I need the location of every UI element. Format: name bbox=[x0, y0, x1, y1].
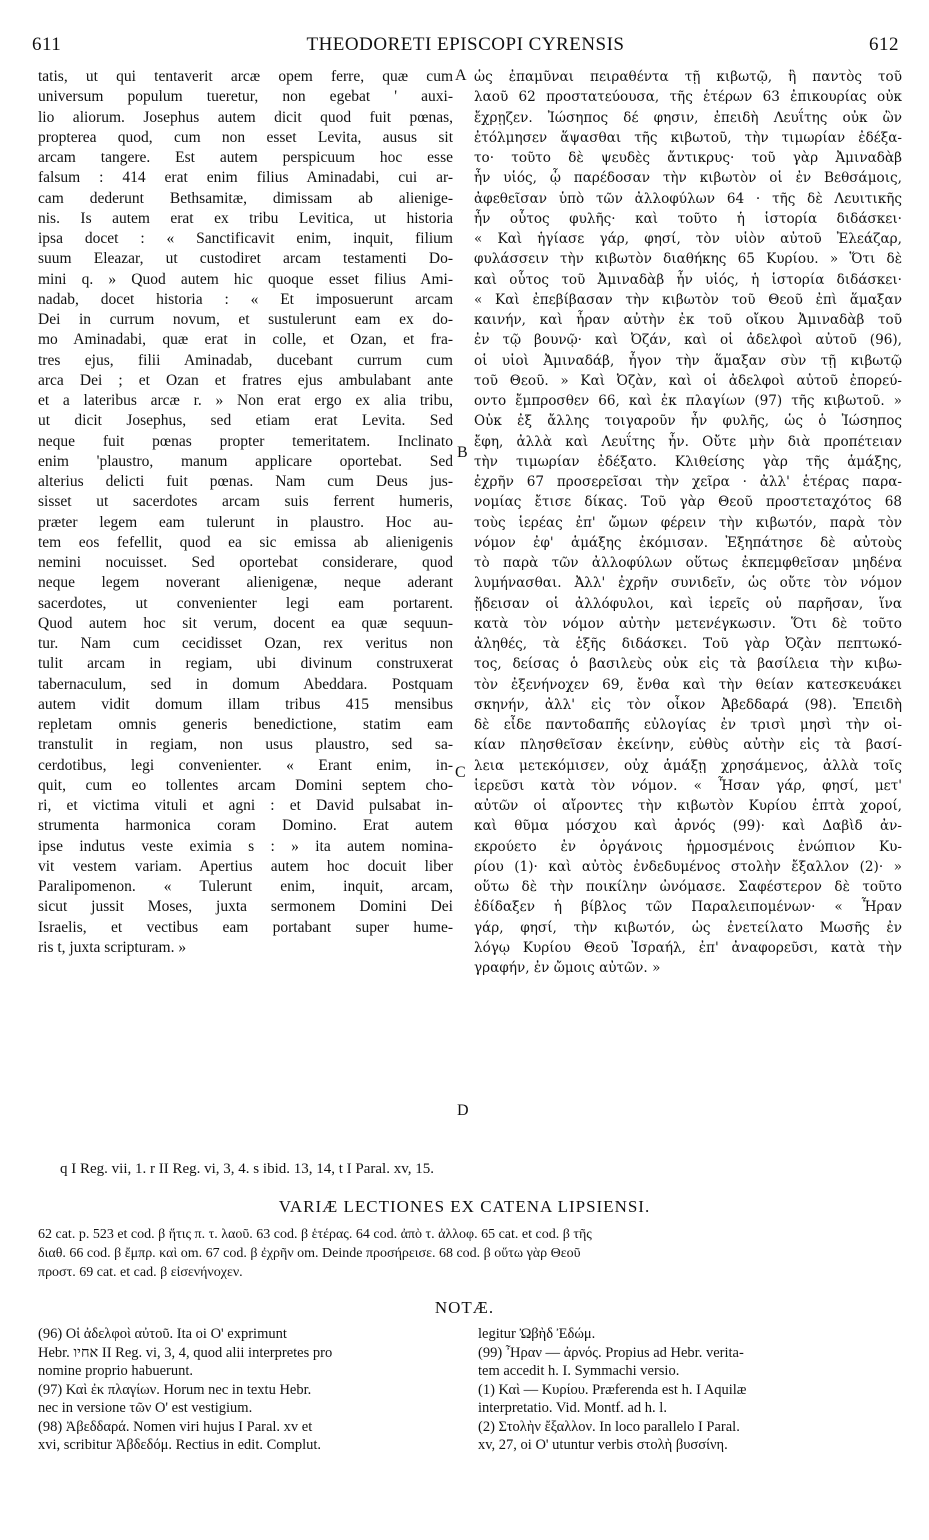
note-line: (96) Οἱ ἀδελφοὶ αὐτοῦ. Ita oi O' exprimunt bbox=[38, 1326, 287, 1342]
greek-text-line: τὸν ἐξενήνοχεν 69, ἔνθα καὶ τὴν θείαν κατεσκευάκει bbox=[474, 676, 902, 693]
greek-text-line: ἀληθές, τὰ ἑξῆς διδάσκει. Τοῦ γὰρ Ὀζὰν πεπτωκό- bbox=[474, 636, 902, 652]
greek-text-line: αὐτῶν οἱ αἴροντες τὴν κιβωτὸν Κυρίου ἑπτὰ χοροί, bbox=[474, 798, 902, 814]
greek-text-line: λαοῦ 62 προστατεύουσα, τῆς ἑτέρων 63 ἐπικουρίας οὐκ bbox=[474, 89, 902, 106]
variae-title: VARIÆ LECTIONES EX CATENA LIPSIENSI. bbox=[278, 1197, 651, 1216]
latin-text-line: strumenta harmonica coram Domino. Erat autem bbox=[38, 817, 453, 835]
greek-text-line: λόγῳ Κυρίου Θεοῦ Ἰσραήλ, ἐπ' ἀναφορεῦσι, κατὰ τὴν bbox=[474, 939, 902, 956]
greek-text-line: οντο ἔμπροσθεν 66, καὶ ἐκ πλαγίων (97) τῆς κιβωτοῦ. » bbox=[474, 393, 902, 409]
latin-text-line: ipse indutus veste eximia s : » ita autem nomina- bbox=[38, 837, 453, 855]
variant-reading-line: 62 cat. p. 523 et cod. β ἥτις π. τ. λαοῦ. 63 cod. β ἑτέρας. 64 cod. ἀπὸ τ. ἀλλοφ. 65 cat. et cod. β τῆς bbox=[38, 1227, 592, 1242]
latin-text-line: enim 'plaustro, manum applicare oportebat. Sed bbox=[38, 452, 453, 470]
latin-text-line: Quod autem hoc sit verum, docent ea quæ sequun- bbox=[38, 614, 453, 632]
latin-text-line: mo Aminadabi, quæ erat in colle, et Ozan, et fra- bbox=[38, 331, 453, 349]
latin-text-line: neque fuit pœnas propter temeritatem. Inclinato bbox=[38, 432, 453, 450]
greek-text-line: « Καὶ ἡγίασε γάρ, φησί, τὸν υἱὸν αὐτοῦ Ἐλεάζαρ, bbox=[474, 231, 902, 247]
latin-text-line: tres ejus, filii Aminadab, ducebant currum cum bbox=[38, 351, 453, 369]
note-line: tem accedit h. I. Symmachi versio. bbox=[478, 1363, 680, 1379]
latin-text-line: cerdotibus, legi convenienter. « Erant enim, in- bbox=[38, 756, 453, 774]
greek-text-line: καὶ οὗτος τοῦ Ἀμιναδὰβ ἦν υἱός, ἡ ἱστορία διδάσκει· bbox=[474, 271, 902, 288]
greek-text-line: νόμον ἐφ' ἁμάξης ἐκόμισαν. Ἐξηπάτησε δὲ αὐτοὺς bbox=[474, 534, 902, 551]
latin-text-line: ri, et victima vituli et agni : et David pulsabat in- bbox=[38, 797, 453, 814]
variae-lectiones bbox=[38, 1225, 904, 1282]
latin-text-line: arcam tangere. Est autem perspicuum hoc esse bbox=[38, 149, 453, 166]
margin-letter-c: C bbox=[455, 764, 466, 781]
latin-text-line: neque legem noverant alienigenæ, neque aderant bbox=[38, 574, 453, 592]
note-line: (97) Καὶ ἐκ πλαγίων. Horum nec in textu Hebr. bbox=[38, 1381, 312, 1398]
greek-text-line: κίαν πλησθεῖσαν ἐκείνην, εὐθὺς αὐτὴν εἰς τὰ βασί- bbox=[474, 737, 902, 754]
page-number-right: 612 bbox=[869, 34, 899, 55]
variant-reading-line: προστ. 69 cat. et cad. β εἰσενήνοχεν. bbox=[38, 1265, 243, 1280]
notes-left-column bbox=[38, 1325, 453, 1455]
greek-text-line: το· τοῦτο δὲ ψευδὲς ἄντικρυς· τοῦ γὰρ Ἀμιναδὰβ bbox=[474, 150, 902, 166]
latin-text-line: alterius delicti fuit pœnas. Nam cum Deus jus- bbox=[38, 473, 453, 490]
running-title: THEODORETI EPISCOPI CYRENSIS bbox=[306, 34, 625, 55]
greek-text-line: ἀφεθεῖσαν ὑπὸ τῶν ἀλλοφύλων 64 · τῆς δὲ Λευιτικῆς bbox=[474, 190, 902, 207]
greek-text-line: σκηνήν, ἀλλ' εἰς τὸν οἶκον Ἀβεδδαρά (98). Ἐπειδὴ bbox=[474, 696, 902, 713]
scripture-references: q I Reg. vii, 1. r II Reg. vi, 3, 4. s ibid. 13, 14, t I Paral. xv, 15. bbox=[60, 1161, 434, 1177]
greek-text-line: εκρούετο ἐν ὀργάνοις ἡρμοσμένοις ἐνώπιον Κυ- bbox=[474, 838, 902, 855]
greek-text-line: ἦν οὗτος φυλῆς· καὶ τοῦτο ἡ ἱστορία διδάσκει· bbox=[474, 210, 902, 227]
latin-text-line: præter legem eam tulerunt in plaustro. Hoc au- bbox=[38, 513, 453, 531]
greek-text-line: ρίου (1)· καὶ αὐτὸς ἐνδεδυμένος στολὴν ἔξαλλον (2)· » bbox=[474, 858, 902, 875]
notes-right-column bbox=[478, 1325, 902, 1455]
greek-text-line: καὶ θῦμα μόσχου καὶ ἀρνός (99)· καὶ Δαβὶδ ἀν- bbox=[474, 818, 902, 835]
note-line: (98) Ἀβεδδαρά. Nomen viri hujus I Paral. xv et bbox=[38, 1418, 313, 1435]
margin-letter-a: A bbox=[455, 67, 467, 84]
latin-text-line: tabernaculum, sed in domum Abeddara. Postquam bbox=[38, 675, 453, 693]
greek-text-line: ᾔδεισαν οἱ ἀλλόφυλοι, καὶ ἱερεῖς οὐ παρῆσαν, ἵνα bbox=[474, 595, 902, 612]
greek-text-line: ἔφη, ἀλλὰ καὶ Λευΐτης ἦν. Οὔτε μὴν διὰ προπέτειαν bbox=[474, 433, 902, 450]
greek-text-line: δὲ εἶδε παντοδαπῆς εὐλογίας ἐν τρισὶ μησὶ τὴν οἰ- bbox=[474, 717, 902, 733]
greek-text-line: λυμήνασθαι. Ἀλλ' ἐχρῆν συνιδεῖν, ὡς οὔτε τὸν νόμον bbox=[474, 575, 902, 592]
latin-text-line: nis. Is autem erat ex tribu Levitica, ut historia bbox=[38, 209, 453, 227]
latin-text-line: repletam omnis generis benedictione, statim eam bbox=[38, 716, 453, 733]
latin-text-line: nadab, docet historia : « Et imposuerunt arcam bbox=[38, 290, 453, 308]
note-line: Hebr. אחיו II Reg. vi, 3, 4, quod alii interpretes pro bbox=[38, 1344, 333, 1361]
greek-text-line: τος, δείσας ὁ βασιλεὺς οὐκ εἰς τὰ βασίλεια τὴν κιβω- bbox=[474, 656, 902, 673]
greek-text-line: νομίας ἔτισε δίκας. Τοῦ γὰρ Θεοῦ προστεταχότος 68 bbox=[474, 494, 902, 511]
latin-text-line: quit, cum eo tollentes arcam Domini septem cho- bbox=[38, 776, 453, 794]
greek-column bbox=[474, 67, 902, 978]
latin-text-line: cam dederunt Bethsamitæ, dimissam ab alienige- bbox=[38, 189, 453, 207]
greek-text-line: τὴν τιμωρίαν ἐδέξατο. Κλιθείσης γὰρ τῆς ἁμάξης, bbox=[474, 453, 902, 470]
greek-text-line: ἐχρῆν 67 προσερεῖσαι τὴν χεῖρα · ἀλλ' ἑτέρας παρα- bbox=[474, 474, 902, 490]
greek-text-line: τὸ παρὰ τῶν ἀλλοφύλων οὕτως ἐκπεμφθεῖσαν μηδένα bbox=[474, 555, 902, 571]
greek-text-line: ἦν υἱός, ᾧ παρέδοσαν τὴν κιβωτὸν οἱ ἐν Βεθσάμοις, bbox=[474, 170, 902, 187]
latin-text-line: Israelis, et vectibus eam portabant super hume- bbox=[38, 918, 453, 936]
greek-text-line: ἱερεῦσι κατὰ τὸν νόμον. « Ἦσαν γάρ, φησί, μετ' bbox=[474, 777, 902, 794]
latin-text-line: tem eos fefellit, quod ea sic emissa ab alienigenis bbox=[38, 533, 453, 551]
latin-text-line: arca Dei ; et Ozan et fratres ejus ambulabant ante bbox=[38, 371, 453, 389]
note-line: interpretatio. Vid. Montf. ad h. l. bbox=[478, 1400, 667, 1416]
latin-text-line: ris t, juxta scripturam. » bbox=[38, 938, 187, 956]
note-line: (1) Καὶ — Κυρίου. Præferenda est h. I Aquilæ bbox=[478, 1381, 747, 1398]
latin-column bbox=[38, 67, 453, 958]
greek-text-line: ὡς ἐπαμῦναι πειραθέντα τῇ κιβωτῷ, ἣ παντὸς τοῦ bbox=[474, 69, 902, 85]
greek-text-line: λεια μετεκόμισεν, οὐχ ἁμάξῃ χρησάμενος, ἀλλὰ τοῖς bbox=[474, 757, 902, 774]
latin-text-line: propterea quod, cum non esset Levita, ausus sit bbox=[38, 128, 453, 146]
latin-text-line: vit vestem variam. Apertius autem hoc docuit liber bbox=[38, 857, 453, 875]
latin-text-line: mini q. » Quod autem hic quoque esset filius Ami- bbox=[38, 270, 453, 288]
greek-text-line: οὕτω δὲ τὴν ποικίλην ὠνόμασε. Σαφέστερον δὲ τοῦτο bbox=[474, 879, 902, 895]
latin-text-line: tur. Nam cum cecidisset Ozan, rex veritus non bbox=[38, 635, 453, 652]
greek-text-line: ἔχρῃζεν. Ἰώσηπος δέ φησιν, ἐπειδὴ Λευΐτης οὐκ ὢν bbox=[474, 109, 902, 126]
note-line: legitur Ὠβὴδ Ἐδώμ. bbox=[478, 1326, 596, 1342]
latin-text-line: tulit arcam in regiam, ubi divinum construxerat bbox=[38, 655, 453, 673]
greek-text-line: κατὰ τὸν νόμον αὐτὴν μετενέγκωσιν. Ὅτι δὲ τοῦτο bbox=[474, 615, 902, 632]
latin-text-line: sacerdotes, ut convenienter legi eam portarent. bbox=[38, 594, 453, 612]
greek-text-line: τοῦ Θεοῦ. » Καὶ Ὀζὰν, καὶ οἱ ἀδελφοὶ αὐτοῦ ἐπορεύ- bbox=[474, 372, 902, 389]
notae-title: NOTÆ. bbox=[434, 1298, 495, 1317]
note-line: xvi, scribitur Ἀβδεδόμ. Rectius in edit. Complut. bbox=[38, 1437, 321, 1453]
latin-text-line: autem vidit domum illam tribus 415 mensibus bbox=[38, 695, 453, 713]
greek-text-line: γάρ, φησί, τὴν κιβωτόν, ὡς ἐνετείλατο Μωσῆς ἐν bbox=[474, 919, 902, 936]
latin-text-line: suum Eleazar, ut custodiret arcam testamenti Do- bbox=[38, 250, 453, 268]
latin-text-line: sisset ut sacerdotes arcam suis ferrent humeris, bbox=[38, 493, 453, 511]
latin-text-line: lio aliorum. Josephus autem dicit quod fuit pœnas, bbox=[38, 108, 453, 126]
greek-text-line: καινήν, καὶ ἦραν αὐτὴν ἐκ τοῦ οἴκου Ἀμιναδὰβ τοῦ bbox=[474, 312, 902, 328]
greek-text-line: ἐδίδαξεν ἡ βίβλος τῶν Παραλειπομένων· « Ἦραν bbox=[474, 899, 902, 916]
latin-text-line: ut dicit Josephus, sed etiam erat Levita. Sed bbox=[38, 412, 453, 430]
latin-text-line: sicut jussit Moses, juxta sermonem Domini Dei bbox=[38, 898, 453, 916]
greek-text-line: Οὐκ ἐξ ἄλλης τοιγαροῦν ἦν φυλῆς, ὡς ὁ Ἰώσηπος bbox=[474, 413, 902, 430]
variant-reading-line: διαθ. 66 cod. β ἔμπρ. καὶ om. 67 cod. β ἐχρῆν om. Deinde προσήρεισε. 68 cod. β οὕτω γὰρ Θεοῦ bbox=[38, 1246, 581, 1261]
page-header bbox=[32, 34, 899, 60]
latin-text-line: transtulit in regiam, non usus plaustro, sed sa- bbox=[38, 736, 453, 754]
latin-text-line: tatis, ut qui tentaverit arcæ opem ferre, quæ cum bbox=[38, 68, 453, 85]
note-line: (2) Στολὴν ἔξαλλον. In loco parallelo I Paral. bbox=[478, 1418, 740, 1435]
margin-letter-b: B bbox=[457, 444, 468, 461]
greek-text-line: φυλάσσειν τὴν κιβωτὸν διαθήκης 65 Κυρίου. » Ὅτι δὲ bbox=[474, 251, 902, 268]
greek-text-line: « Καὶ ἐπεβίβασαν τὴν κιβωτὸν τοῦ Θεοῦ ἐπὶ ἅμαξαν bbox=[474, 291, 902, 308]
latin-text-line: nemini nocuisset. Sed oportebat considerare, quod bbox=[38, 554, 453, 571]
note-line: xv, 27, oi O' utuntur verbis στολὴ βυσσίνη. bbox=[478, 1437, 728, 1453]
greek-text-line: ἐν τῷ βουνῷ· καὶ Ὀζάν, καὶ οἱ ἀδελφοὶ αὐτοῦ (96), bbox=[474, 332, 902, 349]
note-line: nomine proprio habuerunt. bbox=[38, 1363, 194, 1379]
margin-letter-d: D bbox=[457, 1102, 469, 1119]
latin-text-line: ipsa docet : « Sanctificavit enim, inquit, filium bbox=[38, 230, 453, 247]
greek-text-line: οἱ υἱοὶ Ἀμιναδάβ, ἦγον τὴν ἅμαξαν σὺν τῇ κιβωτῷ bbox=[474, 352, 902, 369]
note-line: (99) Ἦραν — ἀρνός. Propius ad Hebr. verita- bbox=[478, 1344, 744, 1361]
greek-text-line: τοὺς ἱερέας ἐπ' ὤμων φέρειν τὴν κιβωτόν, παρὰ τὸν bbox=[474, 514, 902, 531]
latin-text-line: et a lateribus arcæ r. » Non erat ergo ex alia tribu, bbox=[38, 392, 453, 409]
greek-text-line: ἐτόλμησεν ἅψασθαι τῆς κιβωτοῦ, τὴν τιμωρίαν ἐδέξα- bbox=[474, 129, 902, 146]
note-line: nec in versione τῶν O' est vestigium. bbox=[38, 1400, 253, 1416]
page-number-left: 611 bbox=[32, 34, 62, 55]
latin-text-line: Paralipomenon. « Tulerunt enim, inquit, arcam, bbox=[38, 878, 453, 895]
latin-text-line: Dei in currum novum, et sustulerunt eam ex do- bbox=[38, 311, 453, 328]
latin-text-line: falsum : 414 erat enim filius Aminadabi, cui ar- bbox=[38, 169, 453, 187]
latin-text-line: universum populum tueretur, non egebat ' auxi- bbox=[38, 88, 453, 106]
greek-text-line: γραφήν, ἐν ὤμοις αὐτῶν. » bbox=[474, 960, 661, 976]
